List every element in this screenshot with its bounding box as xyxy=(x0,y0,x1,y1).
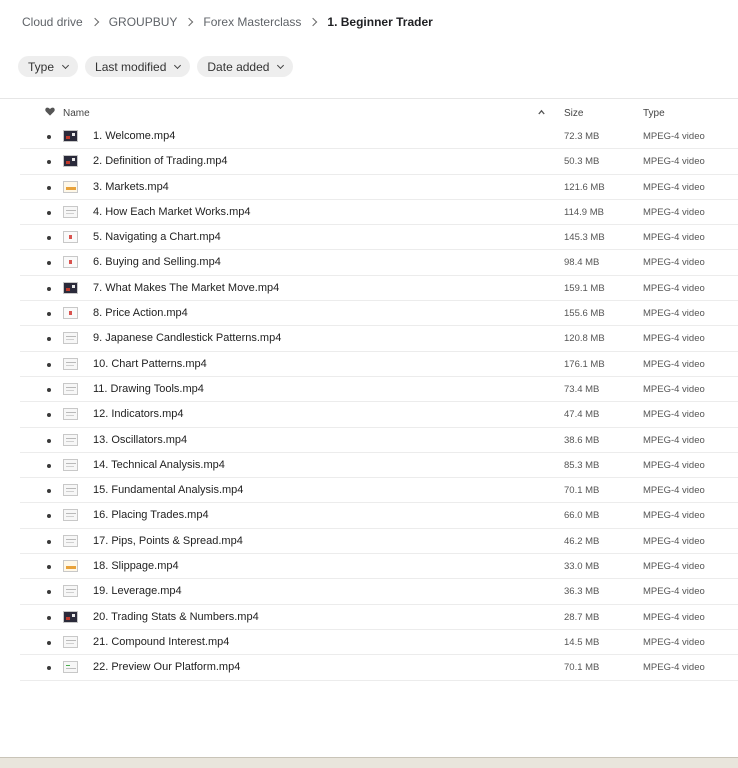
file-size: 121.6 MB xyxy=(564,181,605,193)
file-row[interactable] xyxy=(20,453,738,478)
file-row[interactable] xyxy=(20,630,738,655)
file-row[interactable] xyxy=(20,225,738,250)
bullet-icon xyxy=(47,616,51,620)
video-thumbnail xyxy=(63,560,78,572)
bullet-icon xyxy=(47,641,51,645)
file-type: MPEG-4 video xyxy=(643,308,705,320)
filter-last-modified-label: Last modified xyxy=(95,59,167,74)
video-thumbnail xyxy=(63,434,78,446)
file-size: 38.6 MB xyxy=(564,434,600,446)
file-row[interactable] xyxy=(20,428,738,453)
file-type: MPEG-4 video xyxy=(643,333,705,345)
heart-icon[interactable] xyxy=(45,107,55,116)
video-thumbnail xyxy=(63,206,78,218)
chevron-down-icon xyxy=(277,61,284,68)
file-size: 72.3 MB xyxy=(564,131,600,142)
video-thumbnail xyxy=(63,256,78,268)
file-row[interactable] xyxy=(20,200,738,225)
file-row[interactable] xyxy=(20,352,738,377)
file-row[interactable] xyxy=(20,579,738,604)
video-thumbnail xyxy=(63,307,78,319)
file-row[interactable] xyxy=(20,326,738,351)
sort-ascending-icon[interactable] xyxy=(538,107,545,113)
filter-date-added-chip[interactable] xyxy=(197,56,293,77)
table-header xyxy=(20,100,738,124)
file-type: MPEG-4 video xyxy=(643,485,705,497)
file-type: MPEG-4 video xyxy=(643,282,705,294)
file-size: 155.6 MB xyxy=(564,308,605,320)
file-size: 28.7 MB xyxy=(564,611,600,623)
file-row[interactable] xyxy=(20,124,738,149)
bullet-icon xyxy=(47,337,51,341)
bullet-icon xyxy=(47,186,51,190)
file-name[interactable]: 8. Price Action.mp4 xyxy=(93,307,188,320)
file-type: MPEG-4 video xyxy=(643,611,705,623)
bullet-icon xyxy=(47,135,51,139)
video-thumbnail xyxy=(63,130,78,142)
file-type: MPEG-4 video xyxy=(643,586,705,598)
file-type: MPEG-4 video xyxy=(643,206,705,218)
file-type: MPEG-4 video xyxy=(643,181,705,193)
bullet-icon xyxy=(47,287,51,291)
video-thumbnail xyxy=(63,636,78,648)
file-row[interactable] xyxy=(20,529,738,554)
video-thumbnail xyxy=(63,282,78,294)
file-name[interactable]: 10. Chart Patterns.mp4 xyxy=(93,357,207,370)
file-list xyxy=(20,124,738,681)
filter-last-modified-chip[interactable] xyxy=(85,56,190,77)
filter-type-label: Type xyxy=(28,59,55,74)
bullet-icon xyxy=(47,565,51,569)
file-size: 98.4 MB xyxy=(564,257,600,269)
filter-type-chip[interactable] xyxy=(18,56,78,77)
bullet-icon xyxy=(47,388,51,392)
file-name[interactable]: 1. Welcome.mp4 xyxy=(93,130,176,142)
file-size: 114.9 MB xyxy=(564,206,604,218)
bullet-icon xyxy=(47,489,51,493)
file-size: 73.4 MB xyxy=(564,383,600,395)
breadcrumb-cloud-drive[interactable]: Cloud drive xyxy=(22,15,83,29)
chevron-down-icon xyxy=(62,61,69,68)
video-thumbnail xyxy=(63,358,78,370)
video-thumbnail xyxy=(63,661,78,673)
file-name[interactable]: 17. Pips, Points & Spread.mp4 xyxy=(93,534,243,547)
file-row[interactable] xyxy=(20,175,738,200)
breadcrumb-forex-masterclass[interactable]: Forex Masterclass xyxy=(203,15,302,29)
file-size: 36.3 MB xyxy=(564,586,600,598)
bullet-icon xyxy=(47,413,51,417)
file-name[interactable]: 12. Indicators.mp4 xyxy=(93,408,184,421)
file-row[interactable] xyxy=(20,554,738,579)
file-row[interactable] xyxy=(20,250,738,275)
file-type: MPEG-4 video xyxy=(643,636,705,648)
file-name[interactable]: 5. Navigating a Chart.mp4 xyxy=(93,231,221,244)
file-row[interactable] xyxy=(20,276,738,301)
chevron-down-icon xyxy=(174,61,181,68)
video-thumbnail xyxy=(63,155,78,167)
bullet-icon xyxy=(47,514,51,518)
video-thumbnail xyxy=(63,459,78,471)
video-thumbnail xyxy=(63,181,78,193)
chevron-right-icon xyxy=(309,18,317,26)
video-thumbnail xyxy=(63,535,78,547)
file-type: MPEG-4 video xyxy=(643,662,705,674)
file-name[interactable]: 6. Buying and Selling.mp4 xyxy=(93,256,221,269)
file-size: 70.1 MB xyxy=(564,485,600,497)
column-header-name[interactable]: Name xyxy=(63,108,90,119)
taskbar-edge xyxy=(0,757,738,768)
video-thumbnail xyxy=(63,585,78,597)
file-row[interactable] xyxy=(20,149,738,174)
file-type: MPEG-4 video xyxy=(643,510,705,522)
file-type: MPEG-4 video xyxy=(643,131,705,142)
file-type: MPEG-4 video xyxy=(643,232,705,244)
bullet-icon xyxy=(47,540,51,544)
file-row[interactable] xyxy=(20,503,738,528)
file-name[interactable]: 11. Drawing Tools.mp4 xyxy=(93,382,204,395)
chevron-right-icon xyxy=(90,18,98,26)
bullet-icon xyxy=(47,211,51,215)
file-name[interactable]: 21. Compound Interest.mp4 xyxy=(93,635,230,648)
video-thumbnail xyxy=(63,611,78,623)
bullet-icon xyxy=(47,261,51,265)
file-type: MPEG-4 video xyxy=(643,561,705,573)
file-row[interactable] xyxy=(20,605,738,630)
file-size: 47.4 MB xyxy=(564,409,600,421)
chevron-right-icon xyxy=(185,18,193,26)
file-size: 176.1 MB xyxy=(564,358,605,370)
file-row[interactable] xyxy=(20,478,738,503)
bullet-icon xyxy=(47,666,51,670)
file-type: MPEG-4 video xyxy=(643,535,705,547)
bullet-icon xyxy=(47,236,51,240)
file-name[interactable]: 7. What Makes The Market Move.mp4 xyxy=(93,281,280,294)
file-row[interactable] xyxy=(20,402,738,427)
file-size: 145.3 MB xyxy=(564,232,605,244)
breadcrumb-groupbuy[interactable]: GROUPBUY xyxy=(108,15,178,29)
video-thumbnail xyxy=(63,383,78,395)
file-type: MPEG-4 video xyxy=(643,156,705,168)
file-size: 85.3 MB xyxy=(564,459,600,471)
filter-bar xyxy=(18,56,293,77)
bullet-icon xyxy=(47,160,51,164)
column-header-size[interactable]: Size xyxy=(564,108,584,119)
file-name[interactable]: 19. Leverage.mp4 xyxy=(93,585,182,598)
file-type: MPEG-4 video xyxy=(643,459,705,471)
file-type: MPEG-4 video xyxy=(643,434,705,446)
file-size: 159.1 MB xyxy=(564,282,605,294)
file-size: 70.1 MB xyxy=(564,662,600,674)
file-type: MPEG-4 video xyxy=(643,383,705,395)
file-type: MPEG-4 video xyxy=(643,257,705,269)
file-size: 50.3 MB xyxy=(564,156,600,168)
video-thumbnail xyxy=(63,332,78,344)
bullet-icon xyxy=(47,590,51,594)
file-name[interactable]: 22. Preview Our Platform.mp4 xyxy=(93,661,241,674)
file-row[interactable] xyxy=(20,301,738,326)
file-name[interactable]: 2. Definition of Trading.mp4 xyxy=(93,155,228,168)
file-size: 46.2 MB xyxy=(564,535,600,547)
bullet-icon xyxy=(47,439,51,443)
bullet-icon xyxy=(47,363,51,367)
video-thumbnail xyxy=(63,231,78,243)
column-header-type[interactable]: Type xyxy=(643,108,665,119)
file-size: 120.8 MB xyxy=(564,333,605,345)
filter-date-added-label: Date added xyxy=(207,59,270,74)
file-size: 66.0 MB xyxy=(564,510,600,522)
file-type: MPEG-4 video xyxy=(643,409,705,421)
file-size: 33.0 MB xyxy=(564,561,600,573)
file-type: MPEG-4 video xyxy=(643,358,705,370)
video-thumbnail xyxy=(63,484,78,496)
file-name[interactable]: 14. Technical Analysis.mp4 xyxy=(93,458,225,471)
bullet-icon xyxy=(47,312,51,316)
breadcrumb xyxy=(22,14,433,30)
file-name[interactable]: 4. How Each Market Works.mp4 xyxy=(93,205,251,218)
file-name[interactable]: 15. Fundamental Analysis.mp4 xyxy=(93,484,244,497)
file-name[interactable]: 9. Japanese Candlestick Patterns.mp4 xyxy=(93,332,282,345)
divider xyxy=(0,98,738,99)
file-name[interactable]: 18. Slippage.mp4 xyxy=(93,560,179,573)
file-size: 14.5 MB xyxy=(564,636,600,648)
file-name[interactable]: 13. Oscillators.mp4 xyxy=(93,433,188,446)
file-name[interactable]: 16. Placing Trades.mp4 xyxy=(93,509,209,522)
video-thumbnail xyxy=(63,408,78,420)
video-thumbnail xyxy=(63,509,78,521)
file-name[interactable]: 20. Trading Stats & Numbers.mp4 xyxy=(93,610,259,623)
breadcrumb-current-folder: 1. Beginner Trader xyxy=(327,15,433,29)
bullet-icon xyxy=(47,464,51,468)
file-row[interactable] xyxy=(20,655,738,680)
file-name[interactable]: 3. Markets.mp4 xyxy=(93,180,169,193)
file-row[interactable] xyxy=(20,377,738,402)
